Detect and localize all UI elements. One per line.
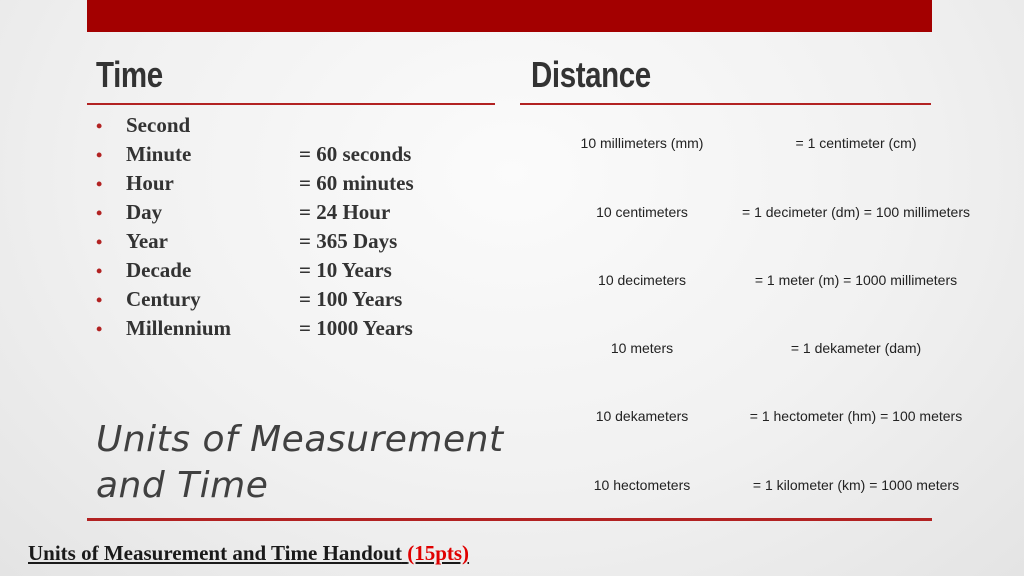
handout-link[interactable] [28,541,469,566]
time-unit-equivalent: = 60 seconds [299,142,412,166]
distance-equivalent: = 1 decimeter (dm) = 100 millimeters [742,203,970,220]
distance-row [560,323,990,373]
time-unit-name: Millennium [126,316,232,340]
time-units-list [96,113,414,345]
slide-title: Units of Measurement and Time [96,419,504,506]
distance-equivalent: = 1 dekameter (dam) [790,339,922,356]
time-unit-item [96,287,414,316]
time-unit-name: Century [126,287,201,311]
time-unit-equivalent: = 10 Years [299,258,392,282]
distance-row [560,187,990,237]
bullet-icon: • [96,145,103,165]
time-unit-item [96,113,414,142]
time-unit-item [96,258,414,287]
time-unit-equivalent: = 1000 Years [299,316,413,340]
time-unit-name: Second [126,113,191,137]
distance-equivalent: = 1 kilometer (km) = 1000 meters [752,476,960,493]
distance-row [560,460,990,510]
time-unit-name: Decade [126,258,192,282]
time-unit-name: Minute [126,142,192,166]
time-unit-item [96,200,414,229]
distance-equivalent: = 1 meter (m) = 1000 millimeters [754,271,958,288]
time-unit-name: Hour [126,171,174,195]
distance-row [560,255,990,305]
distance-unit: 10 centimeters [596,204,688,220]
distance-unit: 10 millimeters (mm) [580,135,704,151]
handout-label: Units of Measurement and Time Handout [28,541,402,565]
time-unit-name: Day [126,200,163,224]
distance-unit: 10 hectometers [593,477,691,493]
bullet-icon: • [96,232,103,252]
bullet-icon: • [96,203,103,223]
distance-equivalent: = 1 hectometer (hm) = 100 meters [749,407,963,424]
bullet-icon: • [96,174,103,194]
top-accent-bar [87,0,932,32]
bottom-divider [87,518,932,521]
time-unit-equivalent: = 100 Years [299,287,403,311]
distance-unit: 10 meters [610,340,674,356]
bullet-icon: • [96,116,103,136]
time-unit-equivalent: = 60 minutes [299,171,414,195]
distance-heading: Distance [531,54,651,95]
bullet-icon: • [96,319,103,339]
distance-row [560,391,990,441]
distance-equivalent: = 1 centimeter (cm) [795,134,917,151]
bullet-icon: • [96,290,103,310]
bullet-icon: • [96,261,103,281]
distance-unit: 10 dekameters [595,408,689,424]
time-heading-divider [87,103,495,105]
time-unit-equivalent: = 24 Hour [299,200,391,224]
distance-heading-divider [520,103,931,105]
time-heading: Time [96,54,163,95]
time-unit-equivalent: = 365 Days [299,229,398,253]
time-unit-item [96,316,414,345]
time-unit-item [96,142,414,171]
distance-row [560,118,990,168]
time-unit-name: Year [126,229,168,253]
time-unit-item [96,229,414,258]
time-unit-item [96,171,414,200]
distance-unit: 10 decimeters [598,272,686,288]
handout-points: (15pts) [407,541,470,565]
